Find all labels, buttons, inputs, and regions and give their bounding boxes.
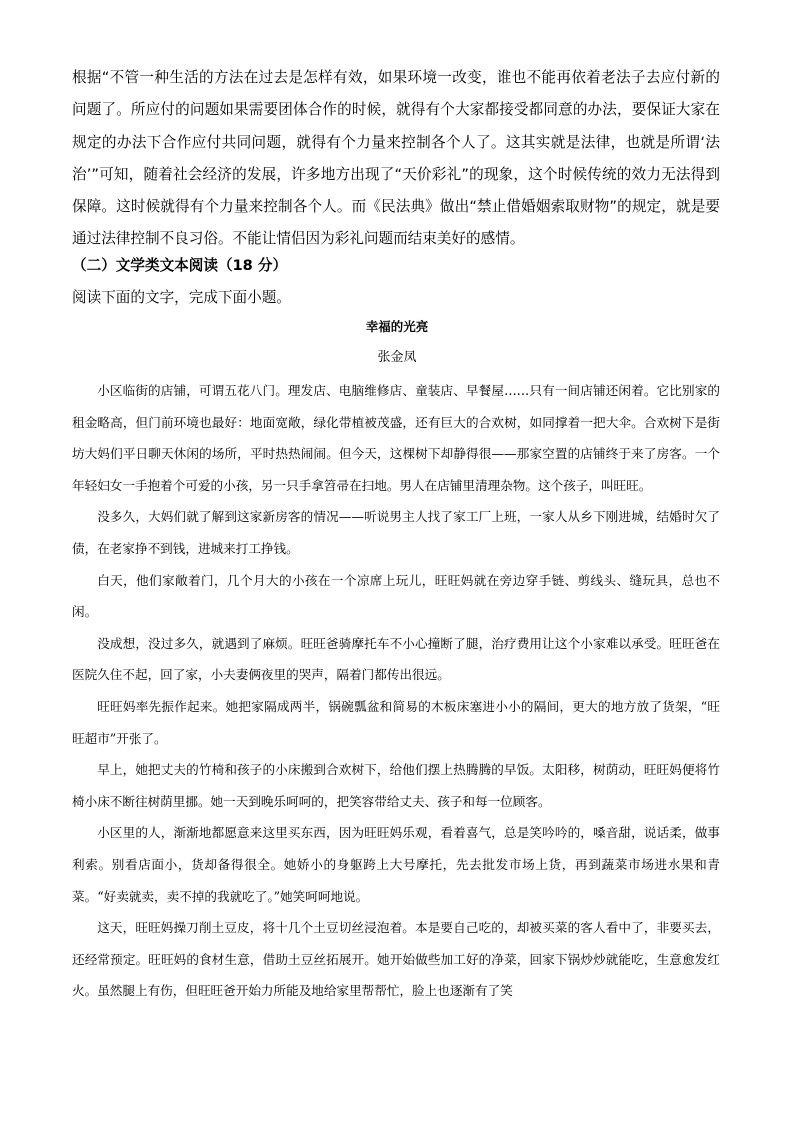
- story-paragraph: 没多久，大妈们就了解到这家新房客的情况——听说男主人找了家工厂上班，一家人从乡下刚进城，结婚时欠了债，在老家挣不到钱，进城来打工挣钱。: [72, 509, 720, 556]
- story-paragraph: 早上，她把丈夫的竹椅和孩子的小床搬到合欢树下，给他们摆上热腾腾的早饭。太阳移，树荫动，旺旺妈便将竹椅小床不断往树荫里挪。她一天到晚乐呵呵的，把笑容带给丈夫、孩子和每一位顾客。: [72, 762, 720, 809]
- story-title: 幸福的光亮: [365, 319, 429, 334]
- story-paragraph: 小区临街的店铺，可谓五花八门。理发店、电脑维修店、童装店、早餐屋……只有一间店铺还闲着。它比别家的租金略高，但门前环境也最好：地面宽敞，绿化带植被茂盛，还有巨大的合欢树，如同撑着一把大伞。合欢树下是街坊大妈们平日聊天休闲的场所，平时热热闹闹。但今天，这棵树下却静得很——那家空置的店铺终于来了房客。一个年轻妇女一手抱着个可爱的小孩，另一只手拿笤帚在扫地。男人在店铺里清理杂物。这个孩子，叫旺旺。: [72, 383, 720, 493]
- story-paragraph: 小区里的人，渐渐地都愿意来这里买东西，因为旺旺妈乐观，看着喜气，总是笑吟吟的，嗓音甜，说话柔，做事利索。别看店面小，货却备得很全。她娇小的身躯跨上大号摩托，先去批发市场上货，再到蔬菜市场进水果和青菜。“好卖就卖，卖不掉的我就吃了。”她笑呵呵地说。: [72, 825, 720, 904]
- reading-instruction: 阅读下面的文字，完成下面小题。: [72, 289, 291, 306]
- story-author: 张金凤: [377, 350, 417, 365]
- intro-paragraph: 根据“不管一种生活的方法在过去是怎样有效，如果环境一改变，谁也不能再依着老法子去应付新的问题了。所应付的问题如果需要团体合作的时候，就得有个大家都接受都同意的办法，要保证大家在规定的办法下合作应付共同问题，就得有个力量来控制各个人了。这其实就是法律，也就是所谓‘法治’”可知，随着社会经济的发展，许多地方出现了“天价彩礼”的现象，这个时候传统的效力无法得到保障。这时候就得有个力量来控制各个人。而《民法典》做出“禁止借婚姻索取财物”的规定，就是要通过法律控制不良习俗。不能让情侣因为彩礼问题而结束美好的感情。: [72, 69, 721, 248]
- story-paragraph: 旺旺妈率先振作起来。她把家隔成两半，锅碗瓢盆和简易的木板床塞进小小的隔间，更大的地方放了货架，“旺旺超市”开张了。: [72, 698, 720, 746]
- story-paragraph: 这天，旺旺妈操刀削土豆皮，将十几个土豆切丝浸泡着。本是要自己吃的，却被买菜的客人看中了，非要买去，还经常预定。旺旺妈的食材生意，借助土豆丝拓展开。她开始做些加工好的净菜，回家下锅炒炒就能吃，生意愈发红火。虽然腿上有伤，但旺旺爸开始力所能及地给家里帮帮忙，脸上也逐渐有了笑: [72, 920, 720, 999]
- story-paragraph: 白天，他们家敞着门，几个月大的小孩在一个凉席上玩儿，旺旺妈就在旁边穿手链、剪线头、缝玩具，总也不闲。: [72, 572, 720, 620]
- story-paragraph: 没成想，没过多久，就遇到了麻烦。旺旺爸骑摩托车不小心撞断了腿，治疗费用让这个小家难以承受。旺旺爸在医院久住不起，回了家，小夫妻俩夜里的哭声，隔着门都传出很远。: [72, 635, 720, 683]
- story-body: [72, 375, 720, 1007]
- section-heading: （二）文学类文本阅读（18 分）: [72, 257, 288, 274]
